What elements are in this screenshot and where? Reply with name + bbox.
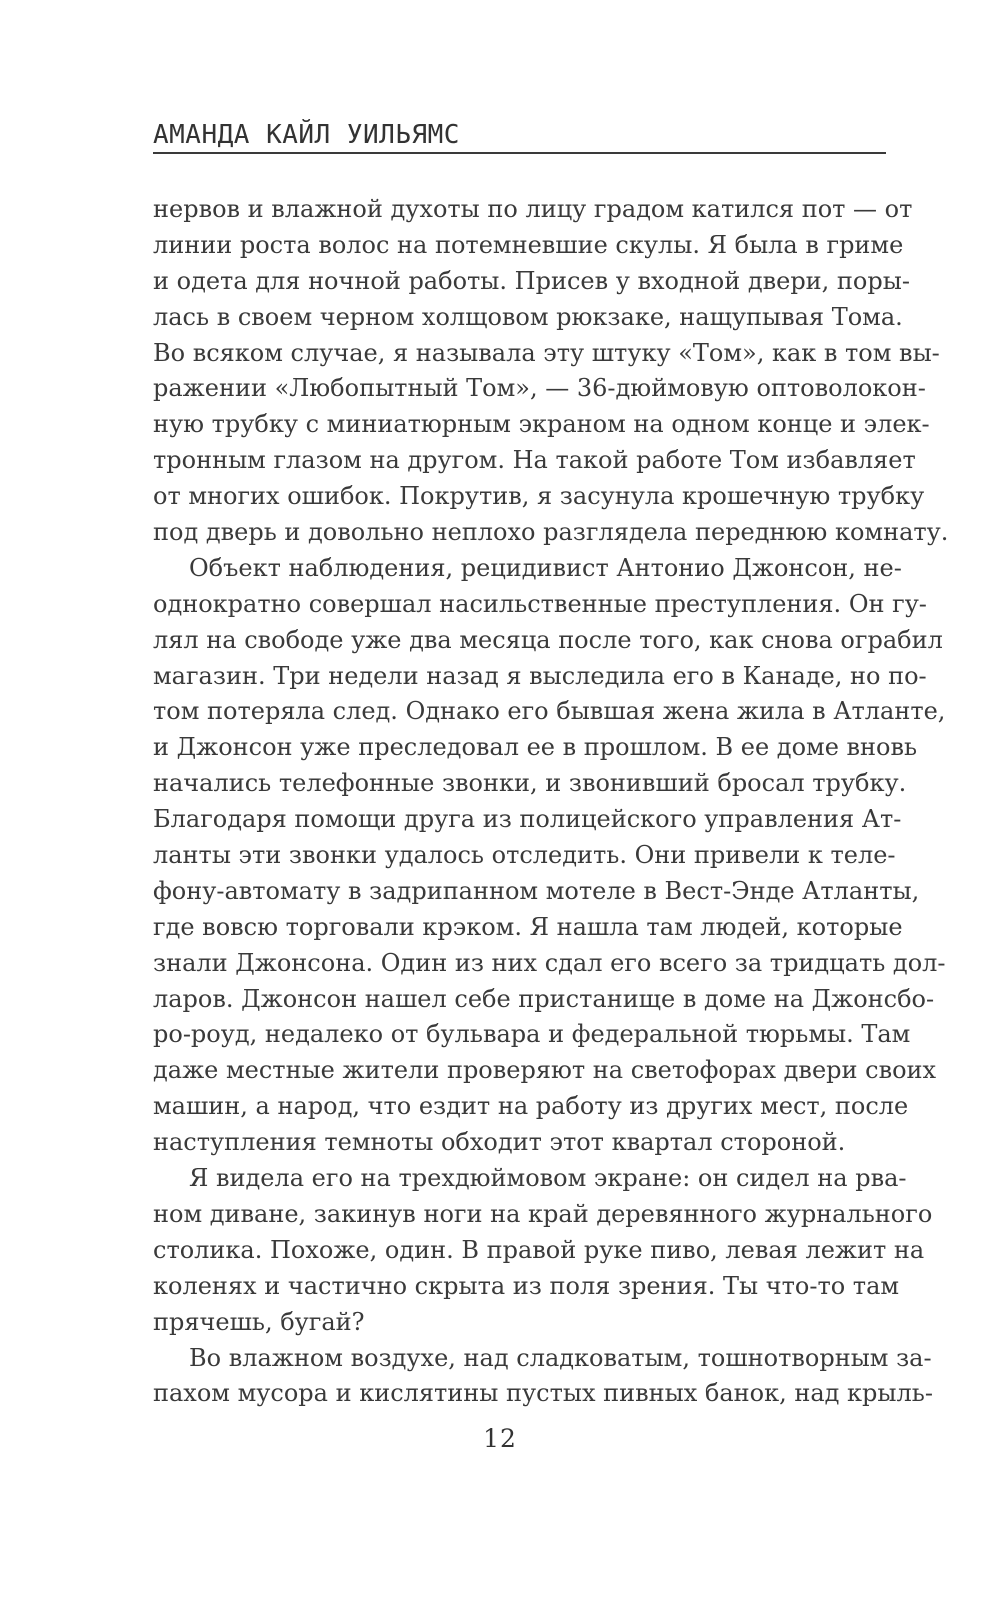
text-line: от многих ошибок. Покрутив, я засунула крошечную трубку (153, 482, 925, 511)
text-line: Благодаря помощи друга из полицейского управления Ат- (153, 805, 902, 834)
paragraph (153, 1341, 933, 1413)
text-line: том потеряла след. Однако его бывшая жена жила в Атланте, (153, 697, 946, 726)
text-line: однократно совершал насильственные преступления. Он гу- (153, 589, 927, 618)
text-line: ном диване, закинув ноги на край деревянного журнального (153, 1199, 933, 1228)
body-text (153, 192, 949, 1412)
text-line: и одета для ночной работы. Присев у входной двери, поры- (153, 266, 910, 295)
text-line: лась в своем черном холщовом рюкзаке, нащупывая Тома. (153, 302, 903, 331)
text-line: где вовсю торговали крэком. Я нашла там людей, которые (153, 912, 903, 941)
running-head-author: АМАНДА КАЙЛ УИЛЬЯМС (153, 120, 460, 150)
text-line: Во всяком случае, я называла эту штуку «Том», как в том вы- (153, 338, 940, 367)
text-line: знали Джонсона. Один из них сдал его всего за тридцать дол- (153, 948, 946, 977)
text-line: ражении «Любопытный Том», — 36-дюймовую оптоволокон- (153, 374, 926, 403)
text-line: столика. Похоже, один. В правой руке пиво, левая лежит на (153, 1235, 925, 1264)
text-line: ларов. Джонсон нашел себе пристанище в доме на Джонсбо- (153, 984, 935, 1013)
text-line: под дверь и довольно неплохо разглядела переднюю комнату. (153, 518, 949, 547)
text-line: фону-автомату в задрипанном мотеле в Вест-Энде Атланты, (153, 876, 920, 905)
paragraph (153, 1161, 933, 1340)
text-line: ную трубку с миниатюрным экраном на одном конце и элек- (153, 410, 930, 439)
text-line: и Джонсон уже преследовал ее в прошлом. В ее доме вновь (153, 733, 918, 762)
text-line: Я видела его на трехдюймовом экране: он сидел на рва- (189, 1164, 907, 1193)
text-line: прячешь, бугай? (153, 1307, 365, 1336)
text-line: линии роста волос на потемневшие скулы. Я была в гриме (153, 230, 904, 259)
text-line: ро-роуд, недалеко от бульвара и федеральной тюрьмы. Там (153, 1020, 911, 1049)
text-line: коленях и частично скрыта из поля зрения. Ты что-то там (153, 1271, 900, 1300)
text-line: нервов и влажной духоты по лицу градом катился пот — от (153, 195, 913, 223)
text-line: магазин. Три недели назад я выследила его в Канаде, но по- (153, 661, 927, 690)
text-line: ланты эти звонки удалось отследить. Они привели к теле- (153, 841, 896, 870)
text-line: лял на свободе уже два месяца после того, как снова ограбил (153, 625, 943, 654)
header-rule (153, 152, 886, 154)
text-line: тронным глазом на другом. На такой работе Том избавляет (153, 446, 916, 475)
text-line: даже местные жители проверяют на светофорах двери своих (153, 1056, 937, 1085)
page-number: 12 (483, 1424, 517, 1453)
text-line: Объект наблюдения, рецидивист Антонио Джонсон, не- (189, 553, 902, 582)
text-line: наступления темноты обходит этот квартал стороной. (153, 1128, 846, 1157)
text-line: начались телефонные звонки, и звонивший бросал трубку. (153, 769, 907, 798)
paragraph (153, 192, 949, 551)
text-line: пахом мусора и кислятины пустых пивных банок, над крыль- (153, 1379, 933, 1408)
text-line: машин, а народ, что ездит на работу из других мест, после (153, 1092, 909, 1121)
text-line: Во влажном воздухе, над сладковатым, тошнотворным за- (189, 1343, 932, 1372)
paragraph (153, 551, 946, 1161)
